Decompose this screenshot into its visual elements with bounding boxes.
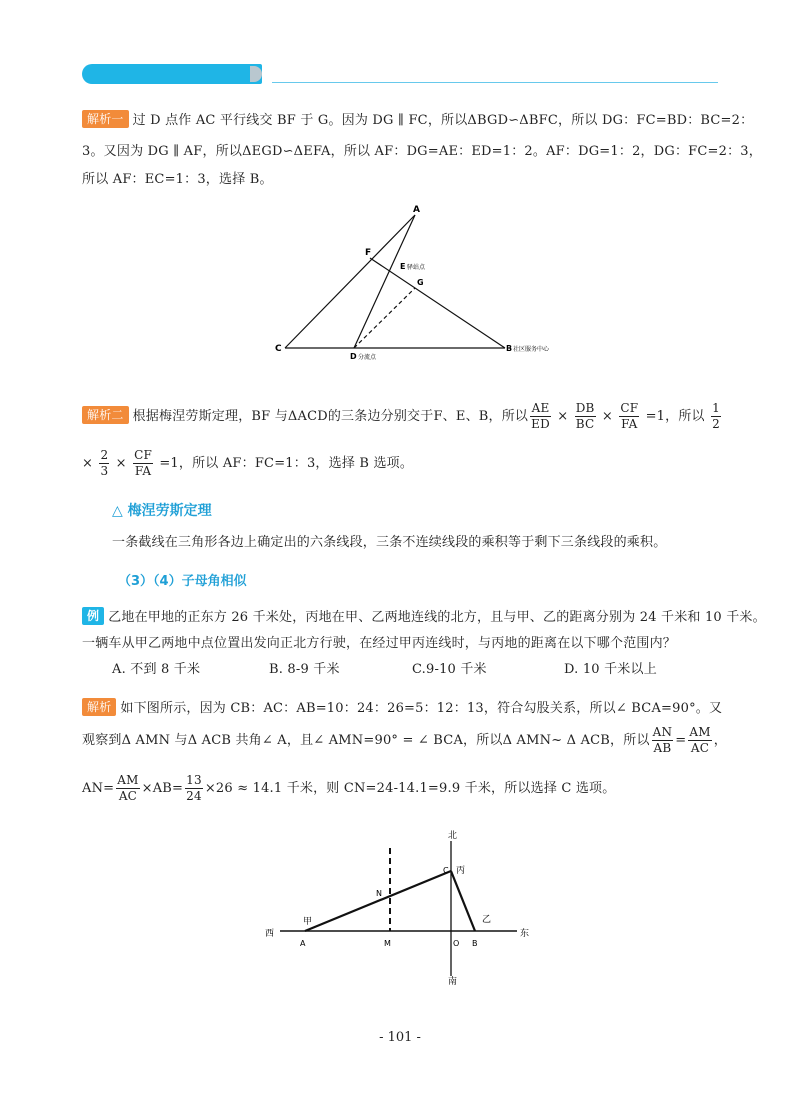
option-a: A. 不到 8 千米 (112, 662, 201, 677)
analysis3-text3c: ×26 ≈ 14.1 千米，则 CN=24-14.1=9.9 千米，所以选择 C 选项。 (204, 781, 616, 796)
equals-sign: = (675, 733, 687, 748)
fraction-numerator: AM (117, 773, 139, 787)
example-line1 (82, 604, 766, 632)
fraction-AN-AB (652, 725, 674, 756)
times-sign: × (82, 456, 94, 471)
fraction-1-2 (711, 401, 721, 432)
label-B-note: 社区服务中心 (513, 346, 550, 353)
fraction-numerator: DB (575, 401, 595, 415)
fraction-denominator: AB (653, 741, 672, 755)
option-c: C.9-10 千米 (412, 662, 487, 677)
label-B: B (506, 344, 513, 353)
label-A2: A (300, 939, 306, 948)
header-bar (82, 64, 262, 84)
fraction-denominator: FA (134, 464, 152, 478)
times-sign: × (557, 409, 569, 424)
fraction-numerator: CF (620, 401, 639, 415)
fraction-numerator: AE (531, 401, 550, 415)
fraction-AM-AC (688, 725, 711, 756)
fraction-CF-FA (619, 401, 639, 432)
fraction-denominator: 3 (100, 464, 109, 478)
fraction-denominator: ED (531, 417, 550, 431)
theorem-title: △ 梅涅劳斯定理 (112, 503, 212, 519)
analysis1-tag: 解析一 (82, 110, 129, 128)
label-east: 东 (520, 929, 530, 939)
label-jia: 甲 (303, 917, 313, 927)
label-A: A (413, 205, 420, 215)
fraction-denominator: AC (118, 789, 138, 803)
analysis2-text1: 根据梅涅劳斯定理，BF 与ΔACD的三条边分别交于F、E、B，所以 (132, 409, 529, 424)
fraction-denominator: BC (575, 417, 595, 431)
compass-figure-2 (255, 826, 545, 991)
comma: ， (713, 733, 727, 748)
times-sign: × (115, 456, 127, 471)
analysis3-text1: 如下图所示，因为 CB：AC：AB=10：24：26=5：12：13，符合勾股关系，所以∠ BCA=90°。又 (120, 701, 723, 716)
line-DG-dashed (354, 288, 415, 348)
label-D: D (350, 352, 357, 361)
subsection-title: （3）（4）子母角相似 (118, 574, 247, 589)
example-line2: 一辆车从甲乙两地中点位置出发向正北方行驶，在经过甲丙连线时，与丙地的距离在以下哪个范围内？ (82, 636, 677, 651)
analysis2-line1 (82, 400, 723, 434)
fraction-denominator: FA (621, 417, 638, 431)
header-line (272, 82, 718, 83)
analysis3-text2: 观察到Δ AMN 与Δ ACB 共角∠ A，且∠ AMN=90° = ∠ BCA，所以Δ AMN~ Δ ACB，所以 (82, 733, 650, 748)
analysis3-line2 (82, 724, 727, 758)
theorem-text: 一条截线在三角形各边上确定出的六条线段，三条不连续线段的乘积等于剩下三条线段的乘积。 (112, 535, 667, 550)
analysis2-text2: =1，所以 AF：FC=1：3，选择 B 选项。 (159, 456, 414, 471)
fraction-CF-FA-2 (133, 448, 153, 479)
label-E: E (400, 262, 406, 271)
fraction-denominator: 24 (186, 789, 202, 803)
analysis3-line3 (82, 772, 615, 806)
label-south: 南 (448, 977, 458, 987)
analysis2-line2 (82, 447, 413, 481)
fraction-denominator: AC (690, 741, 710, 755)
fraction-numerator: 13 (186, 773, 202, 787)
label-M: M (384, 939, 391, 948)
label-F: F (365, 248, 372, 258)
label-B2: B (472, 939, 478, 948)
line-CB (451, 871, 475, 931)
fraction-numerator: AN (652, 725, 673, 739)
analysis3-line1 (82, 695, 722, 723)
page-number: - 101 - (379, 1030, 421, 1045)
example-text1: 乙地在甲地的正东方 26 千米处，丙地在甲、乙两地连线的北方，且与甲、乙的距离分别为 24 千米和 10 千米。 (108, 610, 766, 625)
line-CA (285, 215, 415, 348)
fraction-numerator: AM (689, 725, 711, 739)
analysis3-text3b: ×AB= (141, 781, 184, 796)
option-d: D. 10 千米以上 (564, 662, 657, 677)
equals-text: =1，所以 (645, 409, 705, 424)
fraction-numerator: CF (134, 448, 152, 462)
fraction-2-3 (99, 448, 109, 479)
label-north: 北 (448, 831, 458, 841)
fraction-AE-ED (530, 401, 551, 432)
triangle-figure-1 (260, 200, 580, 365)
label-yi: 乙 (482, 915, 492, 925)
line-AC (305, 871, 451, 931)
fraction-AM-AC-2 (116, 773, 139, 804)
label-bing: 丙 (456, 866, 466, 876)
label-west: 西 (265, 929, 275, 939)
example-tag: 例 (82, 607, 104, 625)
line-FB (370, 258, 505, 348)
analysis1-line3: 所以 AF：EC=1：3，选择 B。 (82, 172, 273, 187)
fraction-DB-BC (575, 401, 596, 432)
analysis3-tag: 解析 (82, 698, 116, 716)
analysis1-line2: 3。又因为 DG ∥ AF，所以ΔEGD∽ΔEFA，所以 AF：DG=AE：ED=1：2。AF：DG=1：2，DG：FC=2：3， (82, 144, 762, 159)
analysis2-tag: 解析二 (82, 406, 129, 424)
label-G: G (417, 278, 424, 287)
label-D-note: 分流点 (358, 354, 377, 361)
fraction-13-24 (185, 773, 203, 804)
times-sign: × (601, 409, 613, 424)
label-O: O (453, 939, 460, 948)
fraction-denominator: 2 (712, 417, 720, 431)
analysis1-line1 (82, 107, 753, 135)
option-b: B. 8-9 千米 (269, 662, 340, 677)
label-N: N (376, 889, 382, 898)
analysis3-text3a: AN= (82, 781, 115, 796)
label-E-note: 驿站点 (407, 264, 426, 271)
label-C2: C (443, 866, 449, 875)
fraction-numerator: 2 (100, 448, 109, 462)
analysis1-text1: 过 D 点作 AC 平行线交 BF 于 G。因为 DG ∥ FC，所以ΔBGD∽ΔBFC，所以 DG：FC=BD：BC=2： (132, 113, 754, 128)
fraction-numerator: 1 (712, 401, 720, 415)
label-C: C (275, 344, 282, 354)
